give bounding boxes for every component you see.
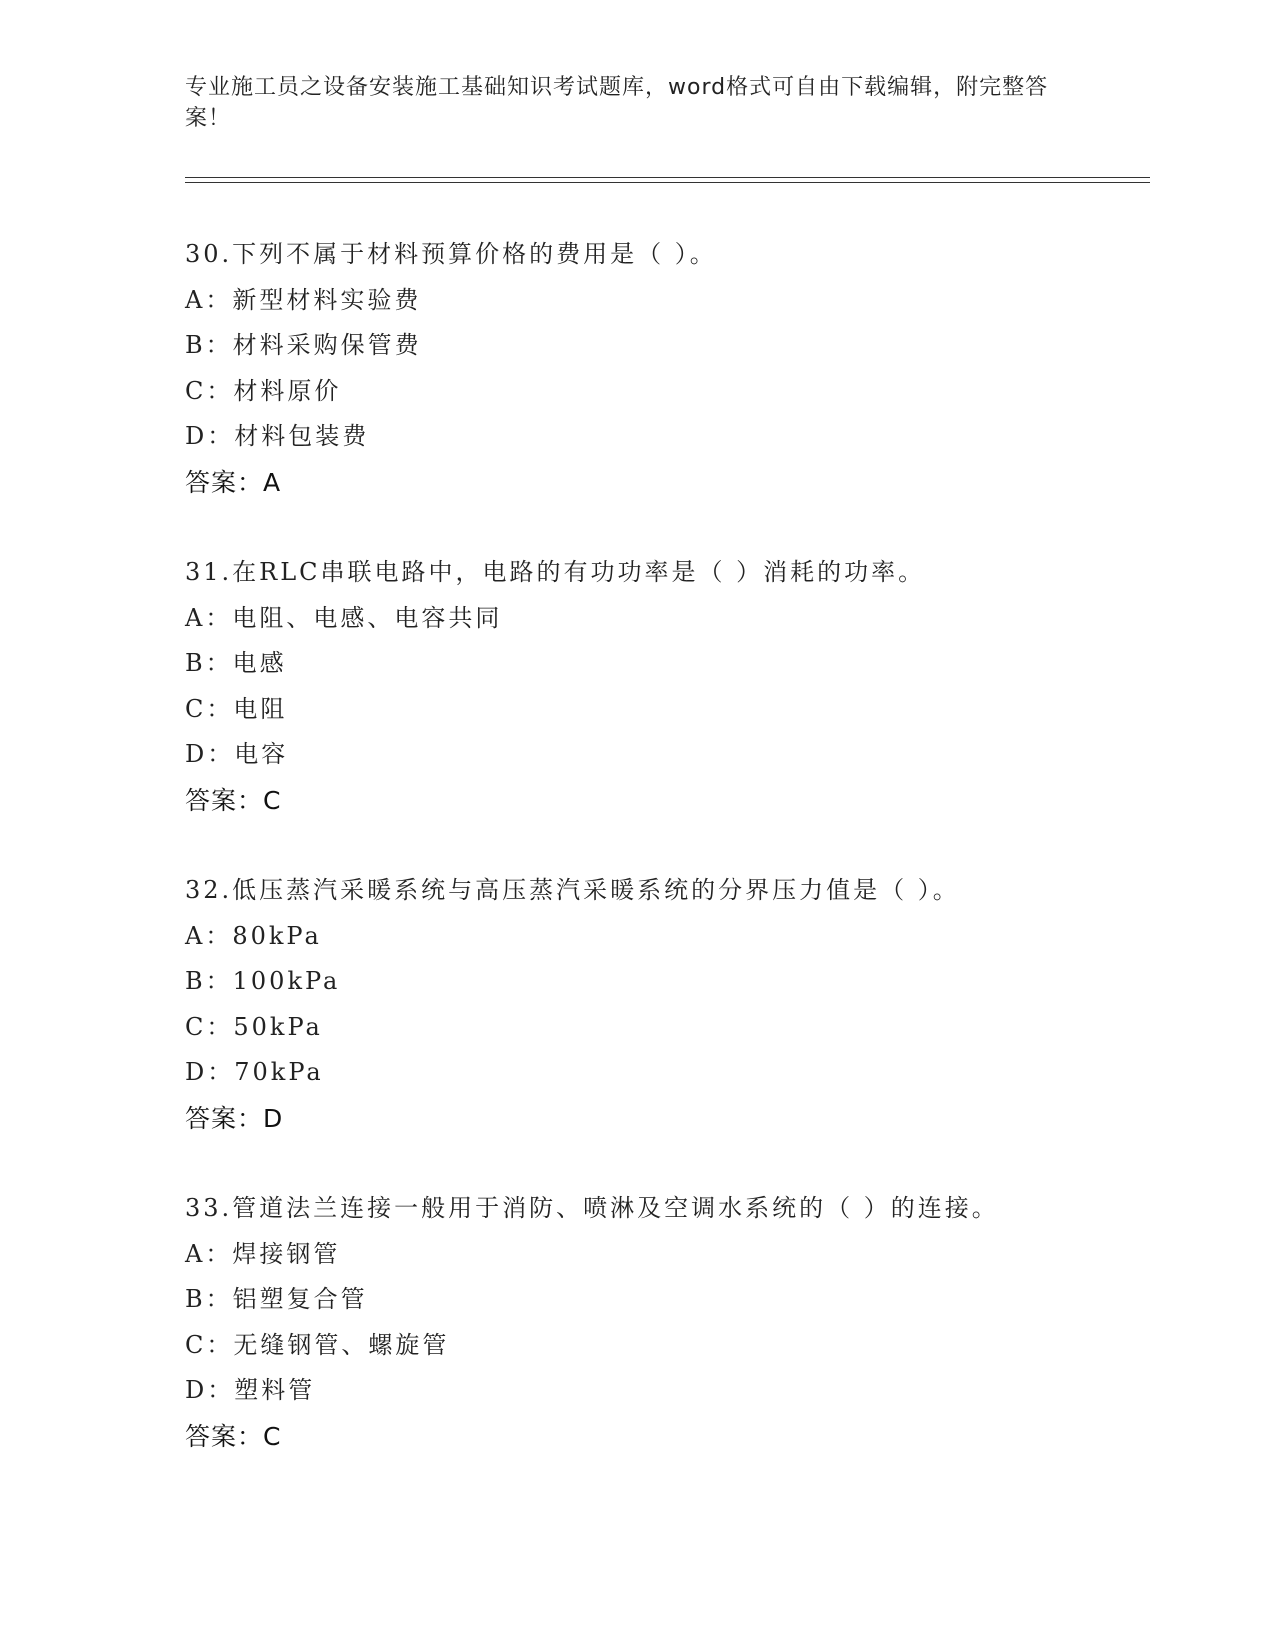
question-31 xyxy=(185,550,1185,823)
answer-line: 答案：D xyxy=(185,1103,284,1133)
option-a: A：80kPa xyxy=(185,921,322,950)
option-a: A：电阻、电感、电容共同 xyxy=(185,603,503,632)
option-c: C：50kPa xyxy=(185,1012,323,1041)
option-d: D：塑料管 xyxy=(185,1376,316,1404)
question-stem: 33.管道法兰连接一般用于消防、喷淋及空调水系统的（ ）的连接。 xyxy=(185,1194,999,1222)
option-d: D：70kPa xyxy=(185,1058,324,1086)
answer-line: 答案：C xyxy=(185,785,282,815)
header-divider-bottom xyxy=(185,182,1150,183)
option-c: C：电阻 xyxy=(185,694,288,723)
header-divider-top xyxy=(185,177,1150,178)
option-d: D：电容 xyxy=(185,740,289,768)
option-a: A：焊接钢管 xyxy=(185,1239,341,1268)
answer-line: 答案：C xyxy=(185,1421,282,1451)
option-b: B：100kPa xyxy=(185,967,341,995)
option-c: C：无缝钢管、螺旋管 xyxy=(185,1330,450,1359)
question-stem: 31.在RLC串联电路中，电路的有功功率是（ ）消耗的功率。 xyxy=(185,558,926,586)
option-b: B：材料采购保管费 xyxy=(185,331,422,359)
option-c: C：材料原价 xyxy=(185,376,342,405)
option-b: B：铝塑复合管 xyxy=(185,1285,368,1313)
document-header-text: 专业施工员之设备安装施工基础知识考试题库，word格式可自由下载编辑，附完整答案！ xyxy=(185,75,1049,131)
question-stem: 30.下列不属于材料预算价格的费用是（ ）。 xyxy=(185,240,717,268)
option-d: D：材料包装费 xyxy=(185,422,370,450)
question-33 xyxy=(185,1186,1185,1459)
answer-line: 答案：A xyxy=(185,467,282,497)
question-stem: 32.低压蒸汽采暖系统与高压蒸汽采暖系统的分界压力值是（ ）。 xyxy=(185,876,960,904)
question-30 xyxy=(185,232,1185,505)
option-b: B：电感 xyxy=(185,649,287,677)
question-32 xyxy=(185,868,1185,1141)
option-a: A：新型材料实验费 xyxy=(185,285,422,314)
